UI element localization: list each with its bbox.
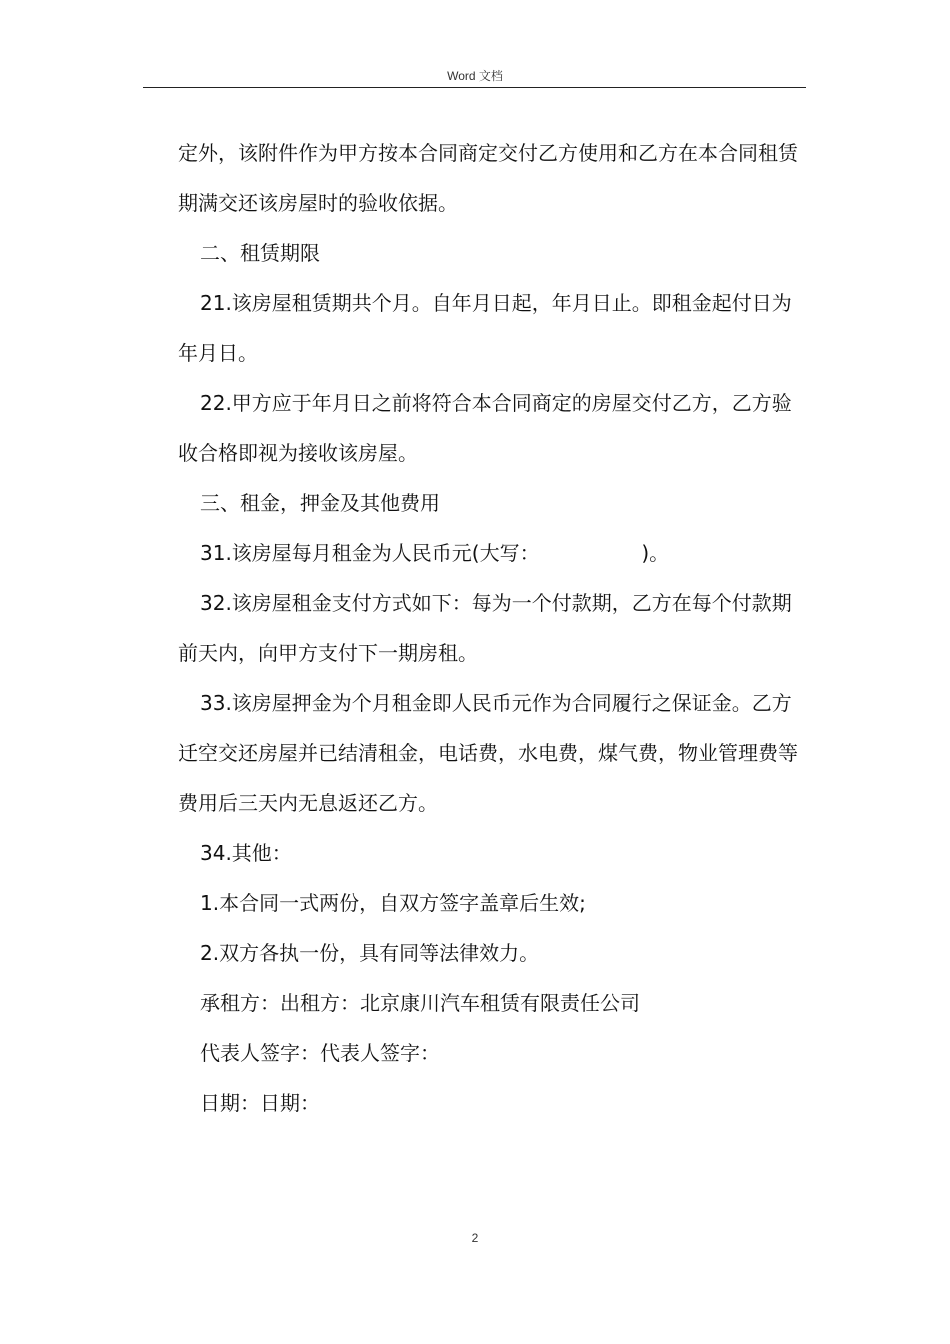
clause-1: 1.本合同一式两份，自双方签字盖章后生效; <box>200 891 586 915</box>
paragraph-2-2: 22.甲方应于年月日之前将符合本合同商定的房屋交付乙方，乙方验收合格即视为接收该房屋。 <box>178 391 792 465</box>
paragraph-3-3: 33.该房屋押金为个月租金即人民币元作为合同履行之保证金。乙方迁空交还房屋并已结清租金，电话费，水电费，煤气费，物业管理费等费用后三天内无息返还乙方。 <box>178 691 798 815</box>
signature-representatives: 代表人签字：代表人签字： <box>200 1041 440 1065</box>
paragraph-3-2: 32.该房屋租金支付方式如下：每为一个付款期，乙方在每个付款期前天内，向甲方支付下一期房租。 <box>178 591 792 665</box>
page-header: Word 文档 <box>447 69 503 83</box>
signature-parties: 承租方：出租方：北京康川汽车租赁有限责任公司 <box>200 991 640 1015</box>
signature-dates: 日期：日期： <box>200 1091 320 1115</box>
header-divider <box>143 87 806 88</box>
document-body <box>178 128 806 1128</box>
paragraph-3-4: 34.其他： <box>200 841 292 865</box>
paragraph-3-1: 31.该房屋每月租金为人民币元(大写： )。 <box>200 541 670 565</box>
paragraph-2-1: 21.该房屋租赁期共个月。自年月日起，年月日止。即租金起付日为年月日。 <box>178 291 792 365</box>
clause-2: 2.双方各执一份，具有同等法律效力。 <box>200 941 540 965</box>
section-heading-rent: 三、租金，押金及其他费用 <box>200 491 440 515</box>
page-number: 2 <box>471 1231 479 1245</box>
section-heading-lease-term: 二、租赁期限 <box>200 241 320 265</box>
paragraph-1: 定外，该附件作为甲方按本合同商定交付乙方使用和乙方在本合同租赁期满交还该房屋时的验收依据。 <box>178 141 798 215</box>
